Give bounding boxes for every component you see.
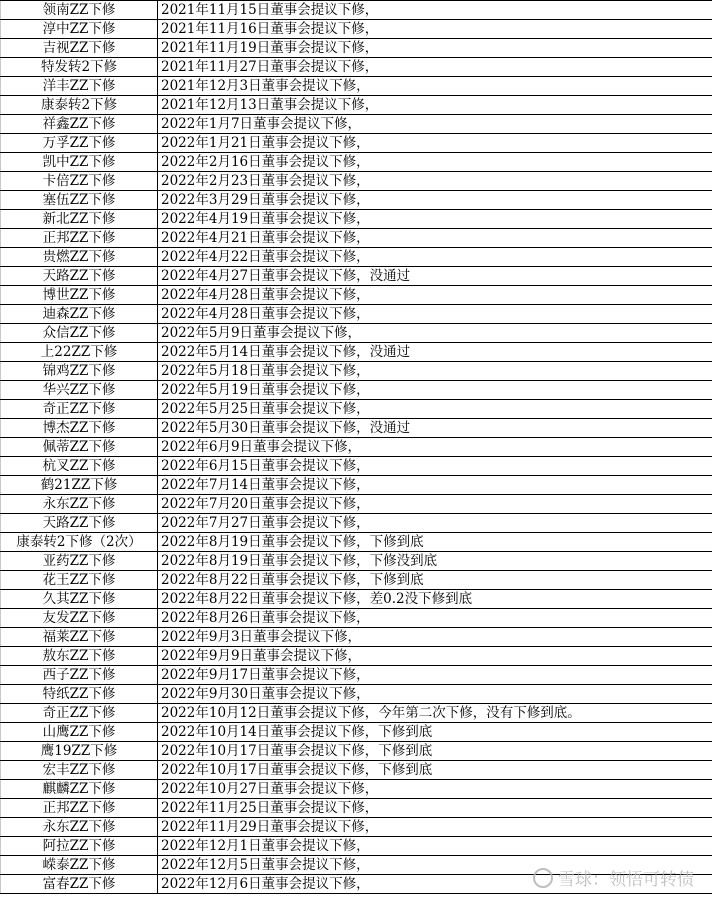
cell-bond-name[interactable]: 塞伍ZZ下修	[1, 191, 158, 210]
cell-note[interactable]: 2022年12月1日董事会提议下修，	[158, 837, 712, 856]
cell-bond-name[interactable]: 凯中ZZ下修	[1, 153, 158, 172]
cell-note[interactable]: 2022年4月28日董事会提议下修，	[158, 305, 712, 324]
table-row	[1, 799, 712, 818]
cell-note[interactable]: 2022年1月7日董事会提议下修，	[158, 115, 712, 134]
cell-note[interactable]: 2022年10月14日董事会提议下修，下修到底	[158, 723, 712, 742]
cell-bond-name[interactable]: 特纸ZZ下修	[1, 685, 158, 704]
cell-note[interactable]: 2021年12月13日董事会提议下修，	[158, 96, 712, 115]
cell-note[interactable]: 2022年8月22日董事会提议下修，下修到底	[158, 571, 712, 590]
cell-bond-name[interactable]: 富春ZZ下修	[1, 875, 158, 894]
cell-bond-name[interactable]: 特发转2下修	[1, 58, 158, 77]
watermark-text: 雪球：领悟可转债	[558, 870, 694, 890]
table-row	[1, 742, 712, 761]
cell-bond-name[interactable]: 天路ZZ下修	[1, 267, 158, 286]
cell-note[interactable]: 2022年9月9日董事会提议下修，	[158, 647, 712, 666]
table-row	[1, 590, 712, 609]
table-row	[1, 229, 712, 248]
table-row	[1, 647, 712, 666]
cell-note[interactable]: 2022年4月22日董事会提议下修，	[158, 248, 712, 267]
cell-note[interactable]: 2022年9月30日董事会提议下修，	[158, 685, 712, 704]
cell-bond-name[interactable]: 杭叉ZZ下修	[1, 457, 158, 476]
cell-bond-name[interactable]: 博杰ZZ下修	[1, 419, 158, 438]
cell-bond-name[interactable]: 嵘泰ZZ下修	[1, 856, 158, 875]
cell-note[interactable]: 2022年6月15日董事会提议下修，	[158, 457, 712, 476]
cell-bond-name[interactable]: 众信ZZ下修	[1, 324, 158, 343]
table-row	[1, 533, 712, 552]
cell-bond-name[interactable]: 友发ZZ下修	[1, 609, 158, 628]
table-row	[1, 685, 712, 704]
cell-note[interactable]: 2022年12月5日董事会提议下修，	[158, 856, 712, 875]
cell-bond-name[interactable]: 吉视ZZ下修	[1, 39, 158, 58]
table-row	[1, 267, 712, 286]
table-row	[1, 628, 712, 647]
cell-note[interactable]: 2022年1月21日董事会提议下修，	[158, 134, 712, 153]
table-row	[1, 210, 712, 229]
table-row	[1, 837, 712, 856]
cell-note[interactable]: 2022年5月14日董事会提议下修，没通过	[158, 343, 712, 362]
cell-note[interactable]: 2022年6月9日董事会提议下修，	[158, 438, 712, 457]
table-row	[1, 172, 712, 191]
table-body	[1, 1, 712, 894]
table-row	[1, 58, 712, 77]
table-row	[1, 609, 712, 628]
table-row	[1, 495, 712, 514]
cell-bond-name[interactable]: 康泰转2下修（2次）	[1, 533, 158, 552]
cell-note[interactable]: 2022年10月17日董事会提议下修，下修到底	[158, 742, 712, 761]
cell-bond-name[interactable]: 宏丰ZZ下修	[1, 761, 158, 780]
cell-note[interactable]: 2022年11月25日董事会提议下修，	[158, 799, 712, 818]
cell-bond-name[interactable]: 鹤21ZZ下修	[1, 476, 158, 495]
table-row	[1, 723, 712, 742]
cell-bond-name[interactable]: 淳中ZZ下修	[1, 20, 158, 39]
snowball-logo-icon	[533, 868, 553, 888]
table-row	[1, 514, 712, 533]
cell-bond-name[interactable]: 天路ZZ下修	[1, 514, 158, 533]
cell-bond-name[interactable]: 上22ZZ下修	[1, 343, 158, 362]
table-row	[1, 400, 712, 419]
table-row	[1, 20, 712, 39]
table-row	[1, 324, 712, 343]
cell-note[interactable]: 2021年11月15日董事会提议下修，	[158, 1, 712, 20]
cell-note[interactable]: 2022年4月19日董事会提议下修，	[158, 210, 712, 229]
cell-note[interactable]: 2022年10月17日董事会提议下修，下修到底	[158, 761, 712, 780]
cell-note[interactable]: 2022年7月20日董事会提议下修，	[158, 495, 712, 514]
cell-bond-name[interactable]: 华兴ZZ下修	[1, 381, 158, 400]
table-row	[1, 818, 712, 837]
cell-note[interactable]: 2022年5月9日董事会提议下修，	[158, 324, 712, 343]
cell-note[interactable]: 2022年8月19日董事会提议下修，下修到底	[158, 533, 712, 552]
cell-note[interactable]: 2022年8月26日董事会提议下修，	[158, 609, 712, 628]
cell-bond-name[interactable]: 博世ZZ下修	[1, 286, 158, 305]
cell-note[interactable]: 2022年5月25日董事会提议下修，	[158, 400, 712, 419]
cell-note[interactable]: 2022年11月29日董事会提议下修，	[158, 818, 712, 837]
cell-bond-name[interactable]: 祥鑫ZZ下修	[1, 115, 158, 134]
table-row	[1, 457, 712, 476]
cell-note[interactable]: 2021年11月19日董事会提议下修，	[158, 39, 712, 58]
cell-bond-name[interactable]: 西子ZZ下修	[1, 666, 158, 685]
table-row	[1, 115, 712, 134]
cell-note[interactable]: 2022年4月21日董事会提议下修，	[158, 229, 712, 248]
cell-bond-name[interactable]: 领南ZZ下修	[1, 1, 158, 20]
cell-note[interactable]: 2022年8月19日董事会提议下修，下修没到底	[158, 552, 712, 571]
cell-bond-name[interactable]: 麒麟ZZ下修	[1, 780, 158, 799]
cell-bond-name[interactable]: 阿拉ZZ下修	[1, 837, 158, 856]
cell-bond-name[interactable]: 敖东ZZ下修	[1, 647, 158, 666]
table-row	[1, 780, 712, 799]
cell-note[interactable]: 2022年2月16日董事会提议下修，	[158, 153, 712, 172]
table-row	[1, 343, 712, 362]
cell-bond-name[interactable]: 万孚ZZ下修	[1, 134, 158, 153]
table-row	[1, 381, 712, 400]
table-row	[1, 248, 712, 267]
cell-bond-name[interactable]: 康泰转2下修	[1, 96, 158, 115]
cell-bond-name[interactable]: 正邦ZZ下修	[1, 799, 158, 818]
cell-note[interactable]: 2022年4月27日董事会提议下修，没通过	[158, 267, 712, 286]
cell-note[interactable]: 2021年11月27日董事会提议下修，	[158, 58, 712, 77]
cell-bond-name[interactable]: 鹰19ZZ下修	[1, 742, 158, 761]
cell-note[interactable]: 2022年9月3日董事会提议下修，	[158, 628, 712, 647]
table-row	[1, 761, 712, 780]
cell-note[interactable]: 2021年11月16日董事会提议下修，	[158, 20, 712, 39]
cell-note[interactable]: 2022年10月12日董事会提议下修，今年第二次下修，没有下修到底。	[158, 704, 712, 723]
table-row	[1, 134, 712, 153]
cell-note[interactable]: 2022年12月6日董事会提议下修，	[158, 875, 712, 894]
cell-note[interactable]: 2022年7月14日董事会提议下修，	[158, 476, 712, 495]
table-row	[1, 191, 712, 210]
cell-note[interactable]: 2022年2月23日董事会提议下修，	[158, 172, 712, 191]
cell-bond-name[interactable]: 山鹰ZZ下修	[1, 723, 158, 742]
table-row	[1, 571, 712, 590]
cell-bond-name[interactable]: 永东ZZ下修	[1, 818, 158, 837]
table-row	[1, 362, 712, 381]
cell-note[interactable]: 2022年5月30日董事会提议下修，没通过	[158, 419, 712, 438]
cell-note[interactable]: 2022年4月28日董事会提议下修，	[158, 286, 712, 305]
cell-bond-name[interactable]: 洋丰ZZ下修	[1, 77, 158, 96]
cell-bond-name[interactable]: 新北ZZ下修	[1, 210, 158, 229]
table-row	[1, 77, 712, 96]
cell-note[interactable]: 2022年7月27日董事会提议下修，	[158, 514, 712, 533]
table-row	[1, 1, 712, 20]
table-row	[1, 39, 712, 58]
cell-note[interactable]: 2022年10月27日董事会提议下修，	[158, 780, 712, 799]
table-row	[1, 476, 712, 495]
cell-bond-name[interactable]: 亚药ZZ下修	[1, 552, 158, 571]
table-row	[1, 704, 712, 723]
cell-bond-name[interactable]: 久其ZZ下修	[1, 590, 158, 609]
watermark	[533, 865, 694, 890]
cell-bond-name[interactable]: 奇正ZZ下修	[1, 400, 158, 419]
cell-bond-name[interactable]: 锦鸡ZZ下修	[1, 362, 158, 381]
cell-note[interactable]: 2022年5月18日董事会提议下修，	[158, 362, 712, 381]
table-row	[1, 286, 712, 305]
table-row	[1, 552, 712, 571]
cell-bond-name[interactable]: 奇正ZZ下修	[1, 704, 158, 723]
cell-bond-name[interactable]: 永东ZZ下修	[1, 495, 158, 514]
table-row	[1, 438, 712, 457]
cell-bond-name[interactable]: 佩蒂ZZ下修	[1, 438, 158, 457]
cell-note[interactable]: 2022年8月22日董事会提议下修，差0.2没下修到底	[158, 590, 712, 609]
cell-bond-name[interactable]: 迪森ZZ下修	[1, 305, 158, 324]
cell-note[interactable]: 2022年9月17日董事会提议下修，	[158, 666, 712, 685]
cell-bond-name[interactable]: 正邦ZZ下修	[1, 229, 158, 248]
table-row	[1, 305, 712, 324]
cell-bond-name[interactable]: 花王ZZ下修	[1, 571, 158, 590]
cell-note[interactable]: 2022年5月19日董事会提议下修，	[158, 381, 712, 400]
table-row	[1, 96, 712, 115]
cell-bond-name[interactable]: 卡倍ZZ下修	[1, 172, 158, 191]
cell-note[interactable]: 2021年12月3日董事会提议下修，	[158, 77, 712, 96]
cell-bond-name[interactable]: 贵燃ZZ下修	[1, 248, 158, 267]
cell-note[interactable]: 2022年3月29日董事会提议下修，	[158, 191, 712, 210]
table-row	[1, 419, 712, 438]
table-row	[1, 666, 712, 685]
cell-bond-name[interactable]: 福莱ZZ下修	[1, 628, 158, 647]
table-row	[1, 153, 712, 172]
